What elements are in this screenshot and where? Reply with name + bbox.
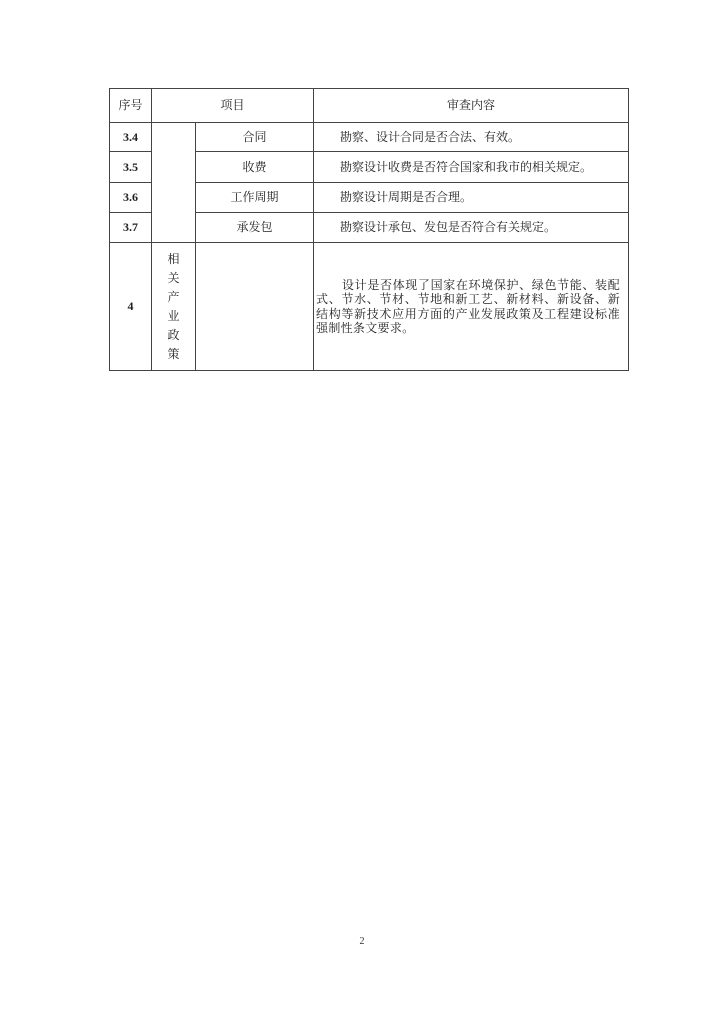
row-item: 承发包 [196,213,314,243]
category-char: 产 [167,289,180,304]
row-content-text: 设计是否体现了国家在环境保护、绿色节能、装配式、节水、节材、节地和新工艺、新材料、新设备、新结构等新技术应用方面的产业发展政策及工程建设标准强制性条文要求。 [316,277,621,335]
row-item: 收费 [196,152,314,183]
category-char: 相 [167,251,180,266]
row-category-blank [152,123,196,243]
category-char: 关 [167,270,180,285]
row-seq: 3.7 [110,213,152,243]
row-content: 勘察设计周期是否合理。 [314,183,629,213]
row-content [314,243,629,371]
row-item [196,243,314,371]
row-item: 工作周期 [196,183,314,213]
row-seq: 3.4 [110,123,152,152]
category-char: 业 [167,308,180,323]
row-category-vertical [152,243,196,371]
row-seq: 4 [110,243,152,371]
header-item: 项目 [152,89,314,123]
review-table [109,88,629,371]
row-item: 合同 [196,123,314,152]
row-content: 勘察设计收费是否符合国家和我市的相关规定。 [314,152,629,183]
page-number: 2 [359,936,365,947]
header-seq: 序号 [110,89,152,123]
row-seq: 3.5 [110,152,152,183]
table-row [110,243,629,371]
row-seq: 3.6 [110,183,152,213]
category-char: 策 [167,346,180,361]
row-content: 勘察、设计合同是否合法、有效。 [314,123,629,152]
table-header-row [110,89,629,123]
header-content: 审查内容 [314,89,629,123]
table-row [110,123,629,152]
row-content: 勘察设计承包、发包是否符合有关规定。 [314,213,629,243]
category-char: 政 [167,327,180,342]
